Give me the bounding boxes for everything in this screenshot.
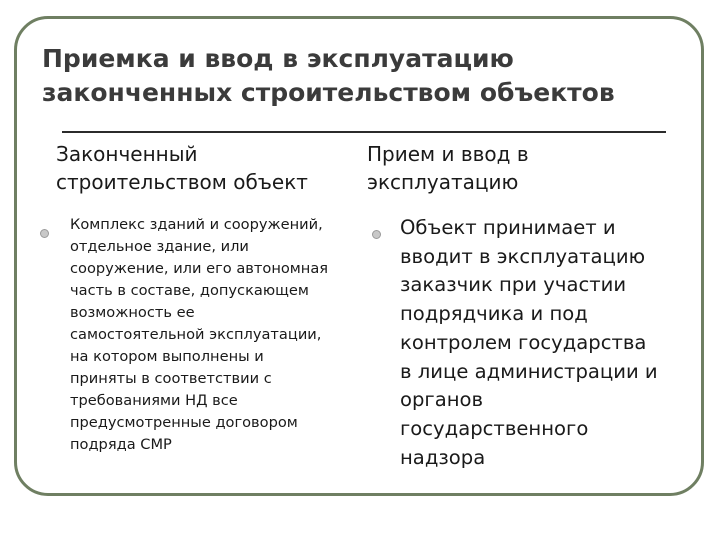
- bullet-line: контролем государства: [400, 330, 647, 354]
- bullet-line: в лице администрации и: [400, 359, 658, 383]
- bullet-line: требованиями НД все: [70, 392, 238, 409]
- slide-title-line: законченных строительством объектов: [42, 78, 615, 107]
- bullet-line: органов: [400, 388, 484, 412]
- bullet-line: подряда СМР: [70, 436, 172, 453]
- bullet-line: самостоятельной эксплуатации,: [70, 326, 322, 343]
- bullet-definition: [70, 214, 328, 456]
- bullet-icon: [40, 229, 49, 238]
- column-heading-line: Прием и ввод в: [367, 142, 529, 166]
- column-heading-acceptance: [367, 140, 529, 196]
- bullet-line: Комплекс зданий и сооружений,: [70, 216, 323, 233]
- column-heading-line: эксплуатацию: [367, 170, 519, 194]
- bullet-line: отдельное здание, или: [70, 238, 249, 255]
- bullet-line: приняты в соответствии с: [70, 370, 272, 387]
- bullet-icon: [372, 230, 381, 239]
- bullet-acceptance-description: [400, 214, 658, 472]
- bullet-line: Объект принимает и: [400, 216, 616, 239]
- slide-title-line: Приемка и ввод в эксплуатацию: [42, 44, 514, 73]
- bullet-line: заказчик при участии: [400, 273, 627, 297]
- column-heading-line: Законченный: [56, 142, 198, 166]
- bullet-line: возможность ее: [70, 304, 195, 321]
- bullet-line: государственного: [400, 416, 589, 440]
- bullet-line: подрядчика и под: [400, 302, 588, 326]
- bullet-line: надзора: [400, 445, 486, 469]
- column-heading-line: строительством объект: [56, 170, 308, 194]
- bullet-line: на котором выполнены и: [70, 348, 264, 365]
- header-divider: [62, 131, 666, 133]
- column-heading-completed-object: [56, 140, 308, 196]
- bullet-line: сооружение, или его автономная: [70, 260, 329, 277]
- bullet-line: часть в составе, допускающем: [70, 282, 309, 299]
- slide-title: [42, 42, 682, 110]
- bullet-line: предусмотренные договором: [70, 414, 298, 431]
- bullet-line: вводит в эксплуатацию: [400, 244, 646, 268]
